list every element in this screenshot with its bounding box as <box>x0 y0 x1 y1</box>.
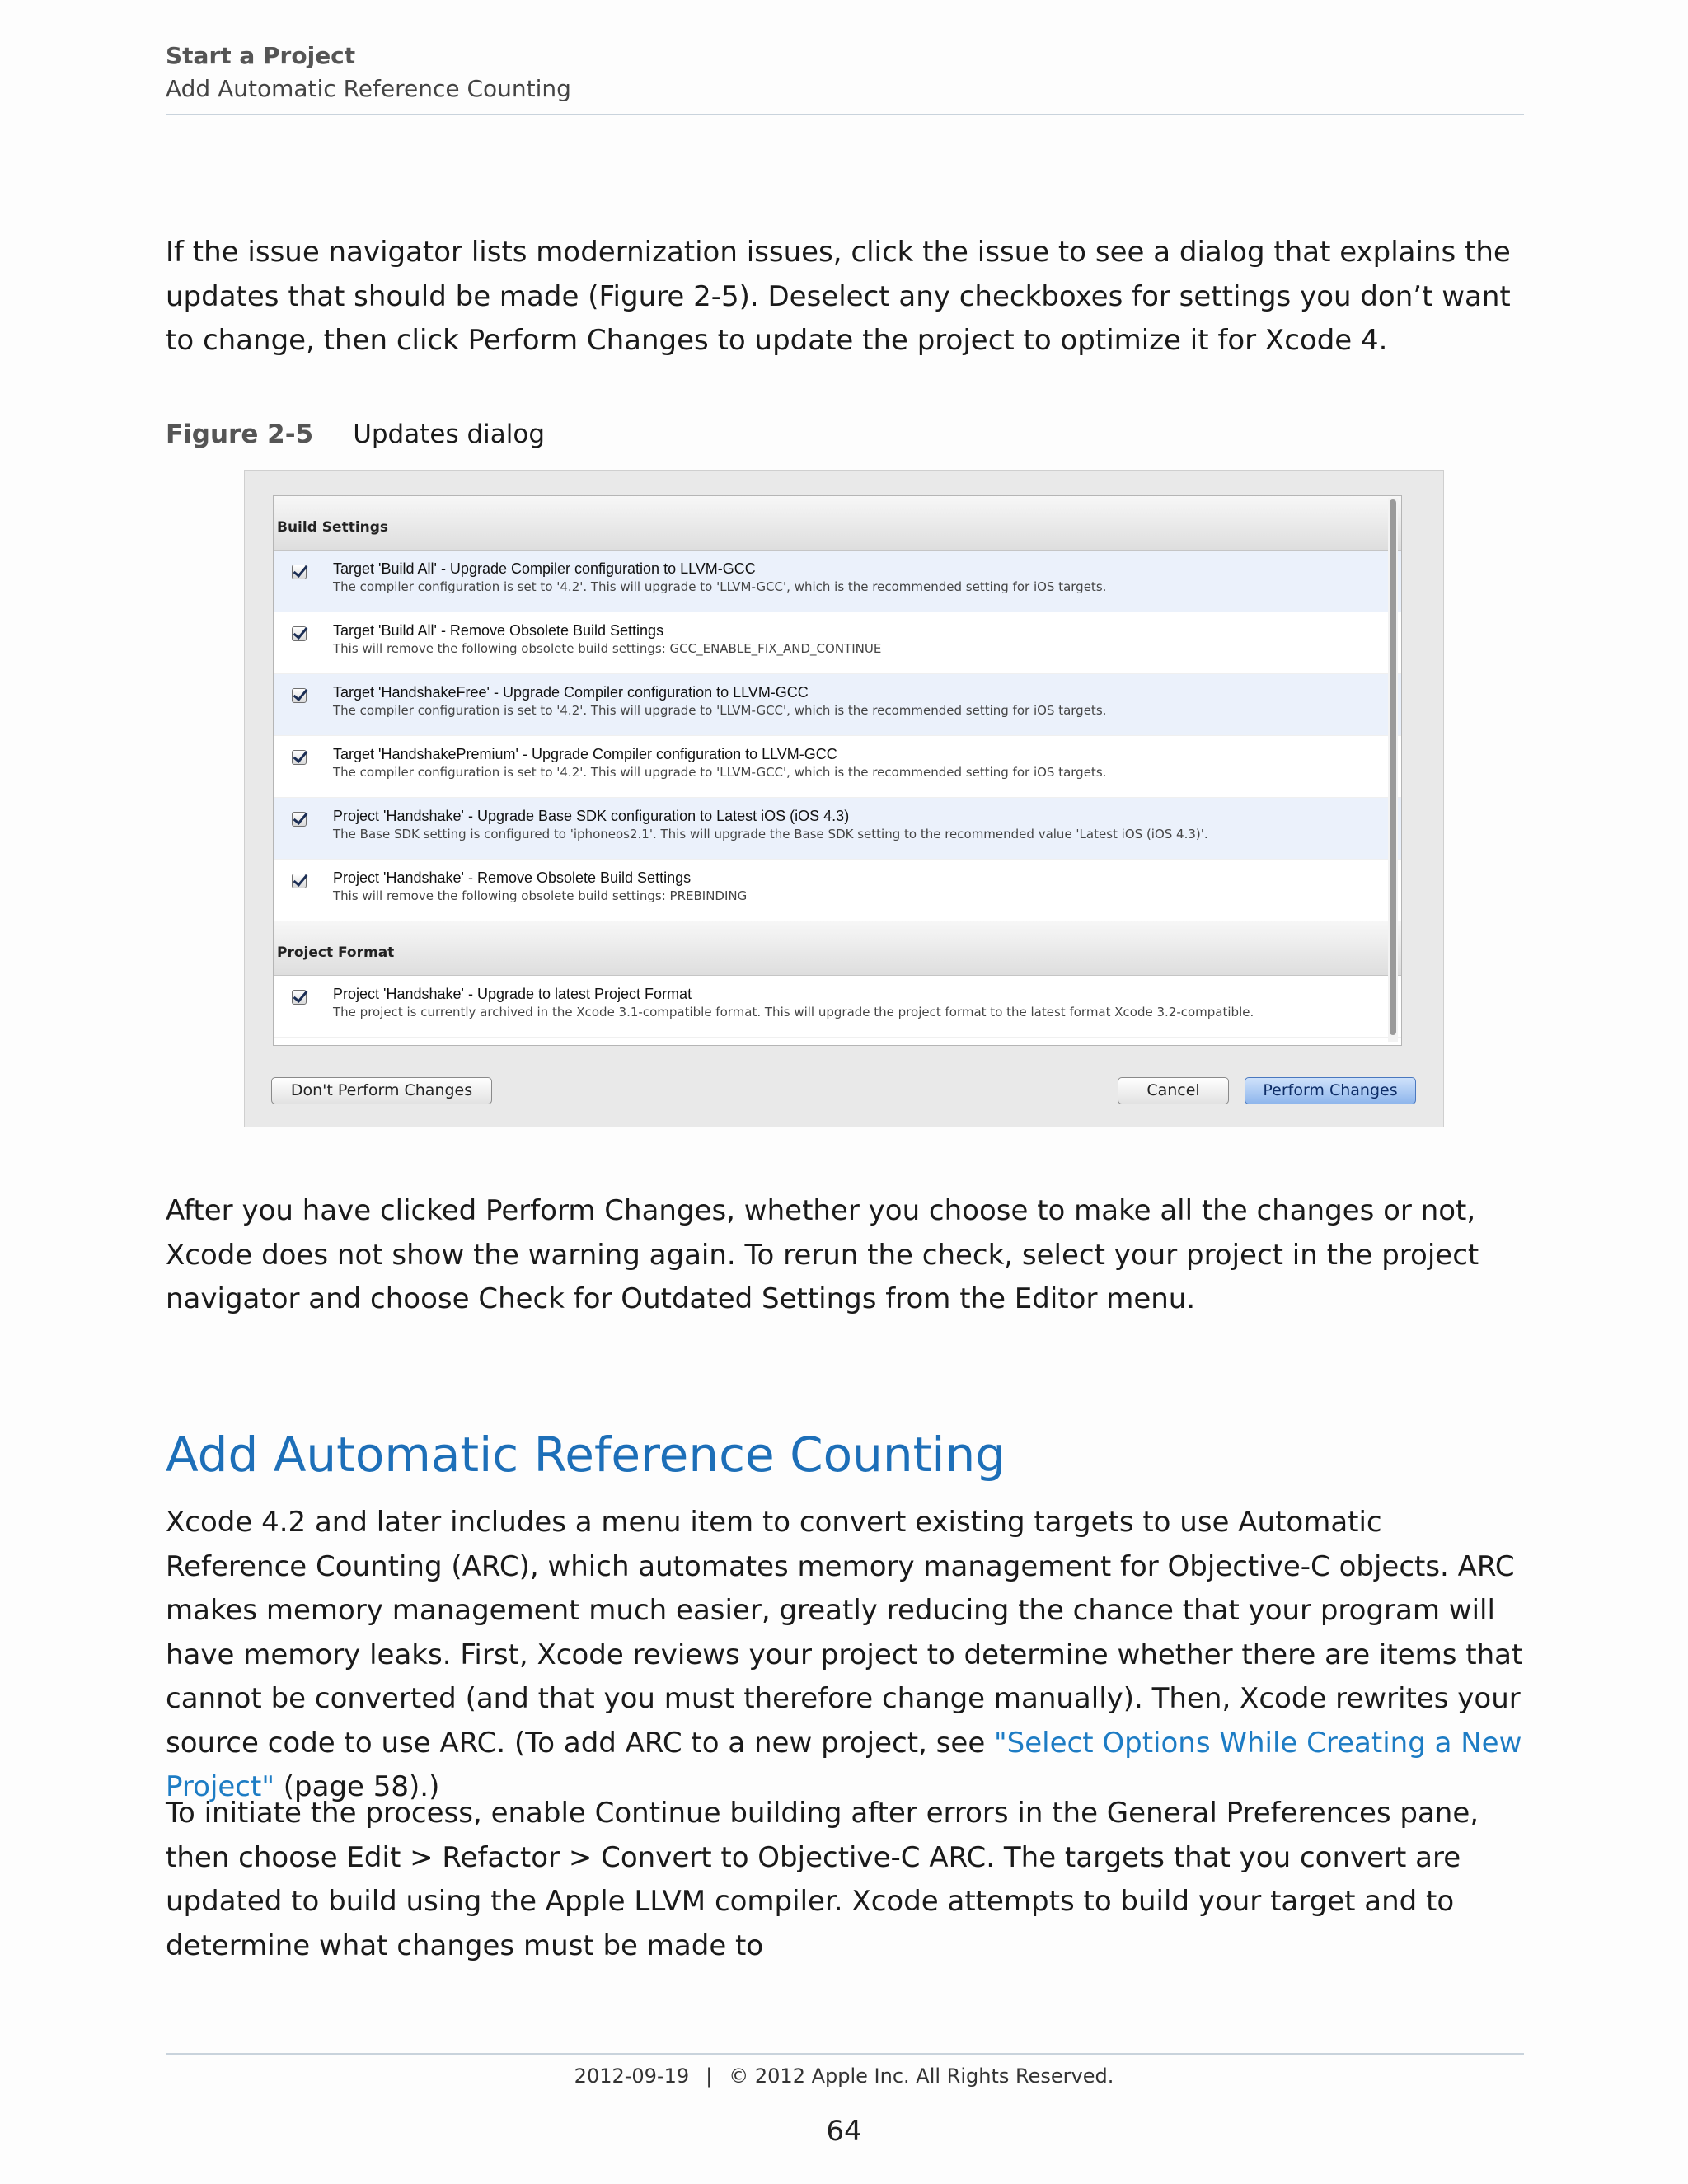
item-description: This will remove the following obsolete build settings: PREBINDING <box>333 888 748 903</box>
section-heading: Add Automatic Reference Counting <box>166 1427 1006 1483</box>
header-divider <box>166 114 1524 115</box>
intro-paragraph: If the issue navigator lists modernization issues, click the issue to see a dialog that explains the updates that should be made (Figure 2-5). Deselect any checkboxes for settings you don’t want to change, then click Perform Changes to update the project to optimize it for Xcode 4. <box>166 236 1511 357</box>
footer-divider <box>166 2053 1524 2055</box>
item-title: Target 'HandshakeFree' - Upgrade Compiler configuration to LLVM-GCC <box>333 684 809 701</box>
arc-paragraph-text: Xcode 4.2 and later includes a menu item to convert existing targets to use Automatic Reference Counting (ARC), which automates memory management for Objective-C objects. ARC makes memory management much easier, greatly reducing the chance that your program will have memory leaks. First, Xcode reviews your project to determine whether there are items that cannot be converted (and that you must therefore change manually). Then, Xcode rewrites your source code to use ARC. (To add ARC to a new project, see <box>166 1506 1523 1760</box>
item-title: Target 'HandshakePremium' - Upgrade Compiler configuration to LLVM-GCC <box>333 746 837 762</box>
checkbox-checked-icon[interactable] <box>292 750 307 765</box>
group-header-project-format: Project Format <box>274 921 1401 976</box>
arc-paragraph <box>166 1501 1526 1810</box>
cancel-button[interactable]: Cancel <box>1118 1077 1229 1104</box>
arc-paragraph-page-ref: (page 58).) <box>274 1770 440 1803</box>
figure-title: Updates dialog <box>353 419 546 449</box>
item-description: The compiler configuration is set to '4.2'. This will upgrade to 'LLVM-GCC', which is the recommended setting for iOS targets. <box>333 765 1107 780</box>
updates-list <box>273 495 1402 1046</box>
item-description: The project is currently archived in the Xcode 3.1-compatible format. This will upgrade the project format to the latest format Xcode 3.2-compatible. <box>333 1005 1254 1019</box>
list-item[interactable] <box>274 674 1401 736</box>
select-options-link[interactable]: "Select Options While Creating a New Project" <box>166 1726 1522 1803</box>
item-title: Project 'Handshake' - Remove Obsolete Build Settings <box>333 869 692 886</box>
page-header <box>166 40 1524 105</box>
checkbox-checked-icon[interactable] <box>292 812 307 827</box>
dont-perform-changes-button[interactable]: Don't Perform Changes <box>271 1077 492 1104</box>
checkbox-checked-icon[interactable] <box>292 626 307 641</box>
footer-copyright: © 2012 Apple Inc. All Rights Reserved. <box>729 2064 1114 2088</box>
list-item[interactable] <box>274 798 1401 860</box>
item-description: The compiler configuration is set to '4.2'. This will upgrade to 'LLVM-GCC', which is the recommended setting for iOS targets. <box>333 703 1107 718</box>
checkbox-checked-icon[interactable] <box>292 688 307 703</box>
updates-dialog <box>244 470 1444 1127</box>
checkbox-checked-icon[interactable] <box>292 990 307 1005</box>
after-paragraph: After you have clicked Perform Changes, whether you choose to make all the changes or not, Xcode does not show the warning again. To rerun the check, select your project in the project navigator and choose Check for Outdated Settings from the Editor menu. <box>166 1194 1479 1315</box>
perform-changes-button[interactable]: Perform Changes <box>1245 1077 1416 1104</box>
item-description: This will remove the following obsolete build settings: GCC_ENABLE_FIX_AND_CONTINUE <box>333 641 882 656</box>
checkbox-checked-icon[interactable] <box>292 874 307 888</box>
footer-meta <box>0 2064 1688 2088</box>
item-description: The Base SDK setting is configured to 'iphoneos2.1'. This will upgrade the Base SDK setting to the recommended value 'Latest iOS (iOS 4.3)'. <box>333 827 1208 841</box>
group-header-build-settings: Build Settings <box>274 496 1401 551</box>
figure-caption <box>166 417 545 452</box>
list-item[interactable] <box>274 860 1401 921</box>
item-title: Project 'Handshake' - Upgrade to latest Project Format <box>333 986 692 1002</box>
list-item[interactable] <box>274 612 1401 674</box>
checkbox-checked-icon[interactable] <box>292 565 307 579</box>
item-description: The compiler configuration is set to '4.2'. This will upgrade to 'LLVM-GCC', which is the recommended setting for iOS targets. <box>333 579 1107 594</box>
scrollbar-thumb[interactable] <box>1390 499 1396 1035</box>
list-item[interactable] <box>274 976 1401 1038</box>
item-title: Project 'Handshake' - Upgrade Base SDK configuration to Latest iOS (iOS 4.3) <box>333 808 850 824</box>
figure-label: Figure 2-5 <box>166 419 314 449</box>
footer-date: 2012-09-19 <box>574 2064 690 2088</box>
item-title: Target 'Build All' - Upgrade Compiler configuration to LLVM-GCC <box>333 560 756 577</box>
header-section: Add Automatic Reference Counting <box>166 75 571 102</box>
page-number: 64 <box>826 2115 862 2148</box>
initiate-paragraph: To initiate the process, enable Continue building after errors in the General Preferences pane, then choose Edit > Refactor > Convert to Objective-C ARC. The targets that you convert are updated to build using the Apple LLVM compiler. Xcode attempts to build your target and to determine what changes must be made to <box>166 1797 1479 1962</box>
list-item[interactable] <box>274 736 1401 798</box>
header-chapter: Start a Project <box>166 42 356 69</box>
item-title: Target 'Build All' - Remove Obsolete Build Settings <box>333 622 664 639</box>
footer-separator: | <box>706 2064 713 2088</box>
list-scrollbar[interactable] <box>1388 498 1398 1042</box>
list-item[interactable] <box>274 551 1401 612</box>
